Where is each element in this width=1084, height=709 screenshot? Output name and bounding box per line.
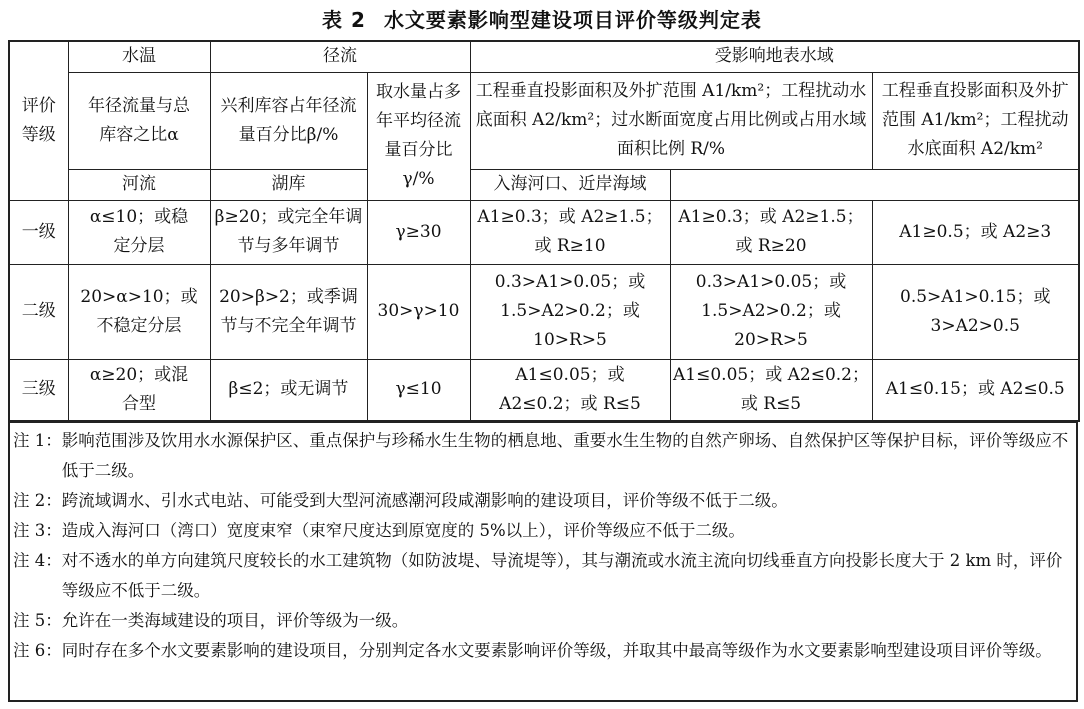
alpha-cell: α≤10；或稳定分层 bbox=[68, 200, 210, 264]
header-grade: 评价等级 bbox=[9, 41, 68, 200]
river-cell: 0.3>A1>0.05；或 1.5>A2>0.2；或 10>R>5 bbox=[470, 264, 670, 359]
note-item bbox=[10, 516, 1076, 546]
note-text: 造成入海河口（湾口）宽度束窄（束窄尺度达到原宽度的 5%以上），评价等级应不低于二级。 bbox=[61, 521, 745, 540]
header-river: 河流 bbox=[68, 169, 210, 200]
notes-section bbox=[8, 422, 1078, 702]
note-text: 允许在一类海域建设的项目，评价等级为一级。 bbox=[61, 611, 409, 630]
table-row bbox=[9, 264, 1079, 359]
note-item bbox=[10, 426, 1076, 486]
grade-table bbox=[8, 40, 1080, 422]
table-number: 表 2 bbox=[322, 8, 366, 32]
grade-cell: 二级 bbox=[9, 264, 68, 359]
note-label: 注 6： bbox=[13, 641, 62, 660]
lake-cell: A1≥0.3；或 A2≥1.5；或 R≥20 bbox=[670, 200, 872, 264]
note-text: 影响范围涉及饮用水水源保护区、重点保护与珍稀水生生物的栖息地、重要水生生物的自然产卵场、自然保护区等保护目标，评价等级应不低于二级。 bbox=[61, 431, 1069, 480]
estuary-cell: 0.5>A1>0.15；或 3>A2>0.5 bbox=[872, 264, 1079, 359]
note-label: 注 5： bbox=[13, 611, 62, 630]
estuary-cell: A1≤0.15；或 A2≤0.5 bbox=[872, 359, 1079, 421]
lake-cell: 0.3>A1>0.05；或 1.5>A2>0.2；或 20>R>5 bbox=[670, 264, 872, 359]
gamma-cell: γ≤10 bbox=[367, 359, 470, 421]
note-item bbox=[10, 486, 1076, 516]
river-cell: A1≥0.3；或 A2≥1.5；或 R≥10 bbox=[470, 200, 670, 264]
header-alpha: 年径流量与总库容之比α bbox=[68, 72, 210, 169]
gamma-cell: 30>γ>10 bbox=[367, 264, 470, 359]
header-gamma: 取水量占多年平均径流量百分比 γ/% bbox=[367, 72, 470, 200]
alpha-cell: 20>α>10；或不稳定分层 bbox=[68, 264, 210, 359]
beta-cell: β≥20；或完全年调节与多年调节 bbox=[210, 200, 367, 264]
river-cell: A1≤0.05；或 A2≤0.2；或 R≤5 bbox=[470, 359, 670, 421]
alpha-cell: α≥20；或混合型 bbox=[68, 359, 210, 421]
header-affected-water: 受影响地表水域 bbox=[470, 41, 1079, 72]
header-water-temp: 水温 bbox=[68, 41, 210, 72]
table-title bbox=[0, 4, 1084, 33]
beta-cell: β≤2；或无调节 bbox=[210, 359, 367, 421]
table-row bbox=[9, 200, 1079, 264]
table-row bbox=[9, 359, 1079, 421]
header-runoff: 径流 bbox=[210, 41, 470, 72]
note-text: 对不透水的单方向建筑尺度较长的水工建筑物（如防波堤、导流堤等），其与潮流或水流主流向切线垂直方向投影长度大于 2 km 时，评价等级应不低于二级。 bbox=[61, 551, 1063, 600]
note-label: 注 1： bbox=[13, 431, 62, 450]
gamma-cell: γ≥30 bbox=[367, 200, 470, 264]
estuary-cell: A1≥0.5；或 A2≥3 bbox=[872, 200, 1079, 264]
note-text: 同时存在多个水文要素影响的建设项目，分别判定各水文要素影响评价等级，并取其中最高等级作为水文要素影响型建设项目评价等级。 bbox=[61, 641, 1052, 660]
header-beta: 兴利库容占年径流量百分比β/% bbox=[210, 72, 367, 169]
header-area-estuary: 工程垂直投影面积及外扩范围 A1/km²；工程扰动水底面积 A2/km² bbox=[872, 72, 1079, 169]
header-lake: 湖库 bbox=[210, 169, 367, 200]
note-item bbox=[10, 546, 1076, 606]
beta-cell: 20>β>2；或季调节与不完全年调节 bbox=[210, 264, 367, 359]
note-label: 注 2： bbox=[13, 491, 62, 510]
note-item bbox=[10, 606, 1076, 636]
note-text: 跨流域调水、引水式电站、可能受到大型河流感潮河段咸潮影响的建设项目，评价等级不低于二级。 bbox=[61, 491, 788, 510]
note-item bbox=[10, 636, 1076, 666]
header-area-river-lake: 工程垂直投影面积及外扩范围 A1/km²；工程扰动水底面积 A2/km²；过水断面宽度占用比例或占用水域面积比例 R/% bbox=[470, 72, 872, 169]
note-label: 注 3： bbox=[13, 521, 62, 540]
lake-cell: A1≤0.05；或 A2≤0.2；或 R≤5 bbox=[670, 359, 872, 421]
note-label: 注 4： bbox=[13, 551, 62, 570]
table-title-text: 水文要素影响型建设项目评价等级判定表 bbox=[383, 8, 762, 32]
grade-cell: 三级 bbox=[9, 359, 68, 421]
header-estuary: 入海河口、近岸海域 bbox=[470, 169, 670, 200]
grade-cell: 一级 bbox=[9, 200, 68, 264]
